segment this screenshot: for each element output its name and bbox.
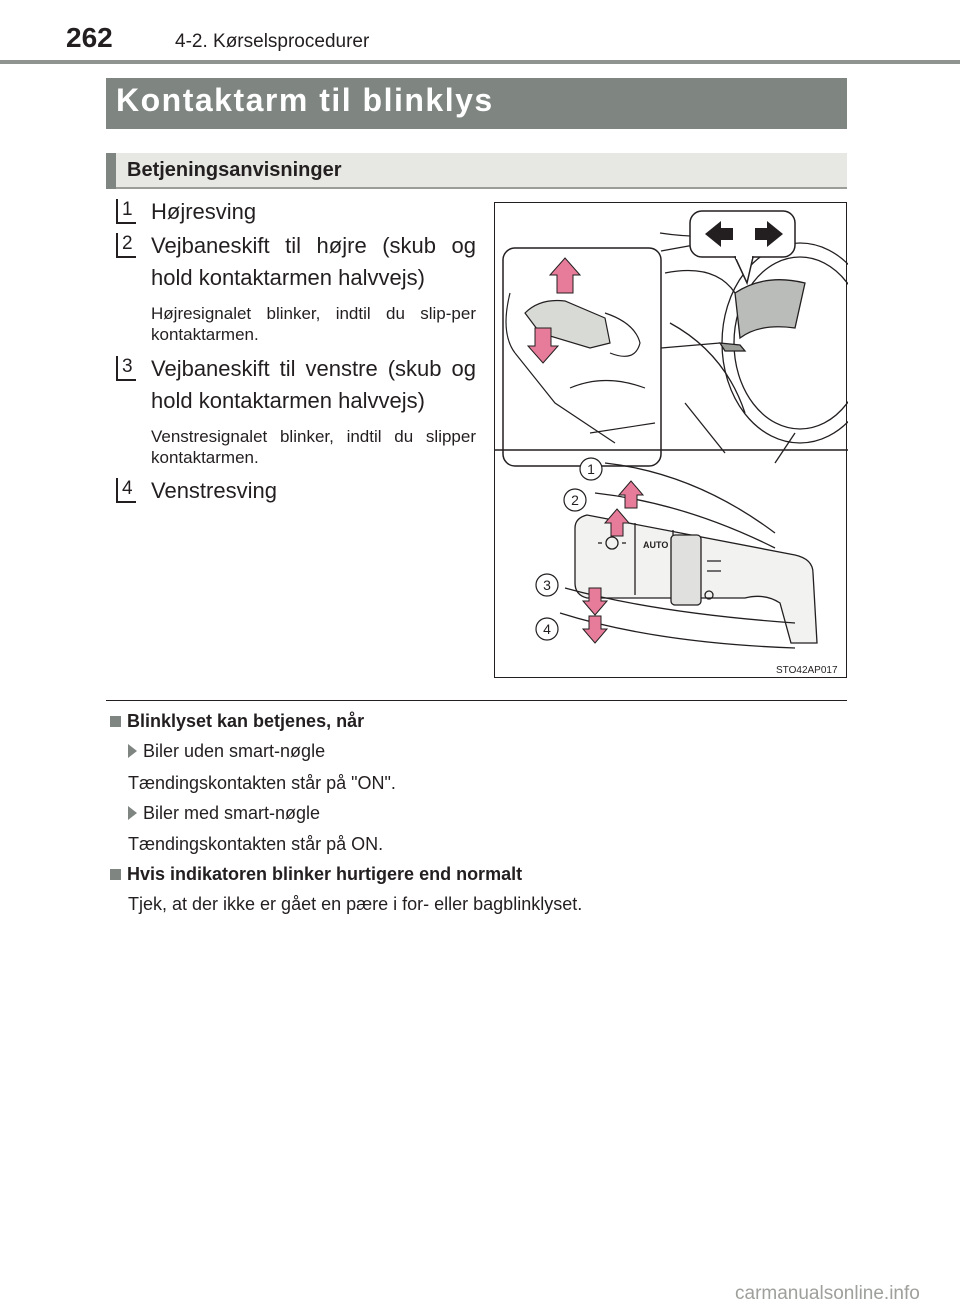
page-title: Kontaktarm til blinklys <box>116 82 494 118</box>
item-text-4: Venstresving <box>151 478 277 503</box>
note-heading-2-text-body: Tjek, at der ikke er gået en pære i for- eller bagblinklyset. <box>128 894 583 914</box>
case-2-row <box>128 803 320 824</box>
auto-label: AUTO <box>643 540 669 550</box>
callout-2: 2 <box>571 492 579 508</box>
figure-code: STO42AP017 <box>776 665 838 676</box>
case-2-label: Biler med smart-nøgle <box>143 803 321 823</box>
item-number-3: 3 <box>116 356 136 381</box>
figure-drawing <box>495 203 848 679</box>
callout-3: 3 <box>543 577 551 593</box>
section-divider <box>106 700 847 701</box>
item-note-3: Venstresignalet blinker, indtil du slipper kontaktarmen. <box>151 427 476 467</box>
item-number-4: 4 <box>116 478 136 503</box>
watermark-link[interactable]: carmanualsonline.info <box>735 1283 920 1304</box>
header-divider <box>0 60 960 64</box>
turn-signal-figure <box>494 202 847 678</box>
note-heading-2 <box>110 864 522 885</box>
note-heading-1 <box>110 711 364 732</box>
item-text-3: Vejbaneskift til venstre (skub og hold kontaktarmen halvvejs) <box>151 356 476 413</box>
triangle-bullet-icon <box>128 806 137 820</box>
item-text-2: Vejbaneskift til højre (skub og hold kontaktarmen halvvejs) <box>151 233 476 290</box>
callout-1: 1 <box>587 461 595 477</box>
case-1-label: Biler uden smart-nøgle <box>143 741 326 761</box>
case-1-row <box>128 741 325 762</box>
note-heading-2-text: Hvis indikatoren blinker hurtigere end normalt <box>127 864 523 884</box>
item-number-1: 1 <box>116 199 136 224</box>
subtitle: Betjeningsanvisninger <box>127 159 342 181</box>
subtitle-accent <box>106 153 116 189</box>
item-number-2: 2 <box>116 233 136 258</box>
callout-4: 4 <box>543 621 551 637</box>
square-bullet-icon <box>110 869 121 880</box>
note-heading-1-text: Blinklyset kan betjenes, når <box>127 711 365 731</box>
arrow-1-icon <box>619 481 643 508</box>
case-1-text: Tændingskontakten står på "ON". <box>128 773 396 793</box>
section-title: 4-2. Kørselsprocedurer <box>175 31 370 52</box>
page-number: 262 <box>66 22 113 53</box>
item-text-1: Højresving <box>151 199 257 224</box>
square-bullet-icon <box>110 716 121 727</box>
steering-wheel <box>722 243 848 443</box>
triangle-bullet-icon <box>128 744 137 758</box>
case-2-text: Tændingskontakten står på ON. <box>128 834 384 854</box>
item-note-2: Højresignalet blinker, indtil du slip-per kontaktarmen. <box>151 304 476 344</box>
inset-detail <box>503 248 661 466</box>
